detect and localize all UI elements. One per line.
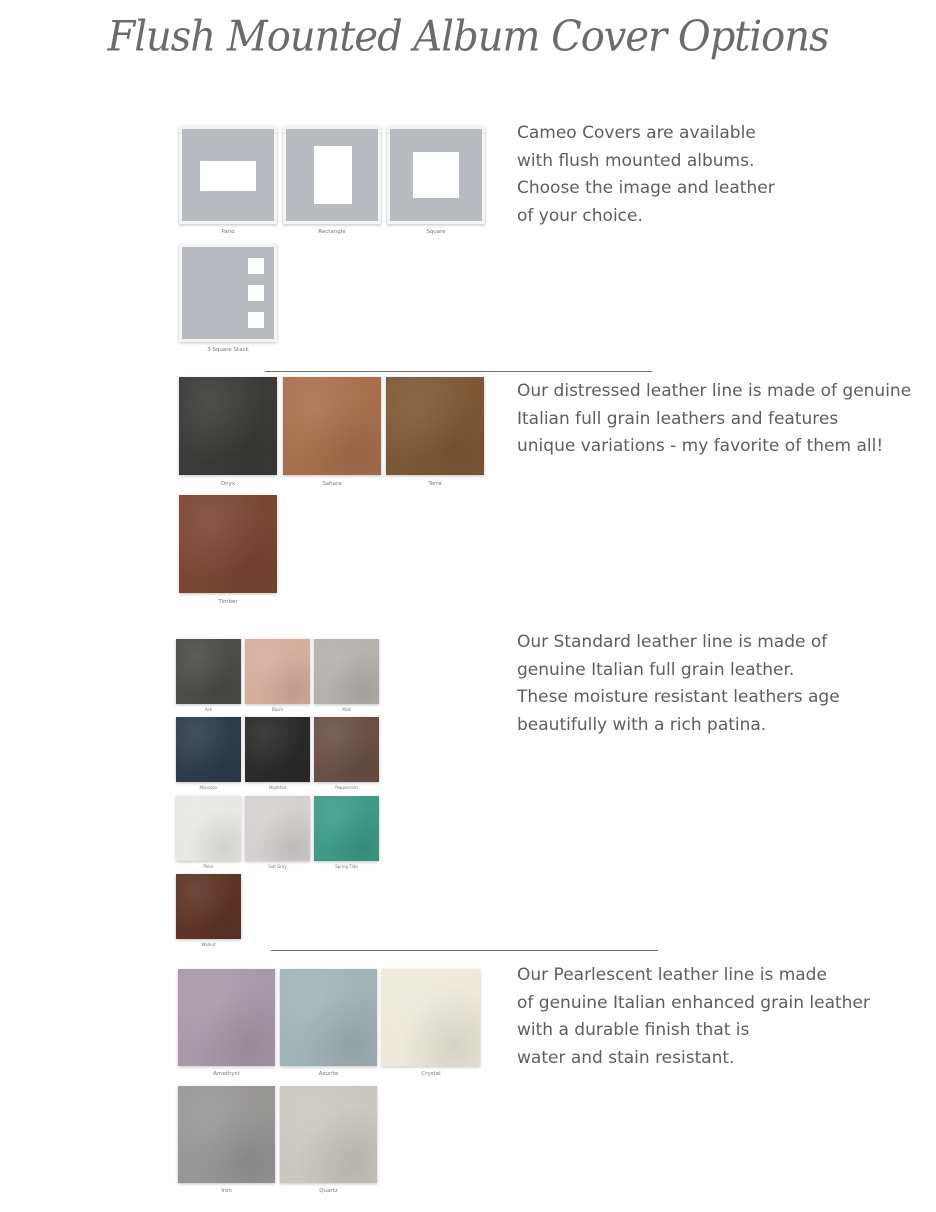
swatch-timber[interactable] — [179, 495, 277, 607]
swatch-label: Square — [426, 229, 446, 235]
description-line: Our distressed leather line is made of genuine — [517, 381, 912, 401]
leather-swatch — [176, 639, 241, 704]
swatch-rectangle[interactable] — [283, 126, 381, 238]
leather-swatch — [382, 969, 480, 1066]
section-divider — [265, 371, 652, 372]
leather-swatch — [179, 377, 277, 475]
cameo-cover — [179, 126, 277, 224]
swatch-label: Rectangle — [318, 229, 346, 235]
description-line: Cameo Covers are available — [517, 123, 756, 143]
cameo-window — [248, 312, 264, 328]
swatch-label: Blush — [271, 707, 283, 712]
swatch-polar[interactable] — [176, 796, 241, 872]
description-line: Our Standard leather line is made of — [517, 632, 828, 652]
leather-swatch — [283, 377, 381, 475]
swatch-square[interactable] — [387, 126, 485, 238]
description-line: Italian full grain leathers and features — [517, 408, 839, 429]
standard-description — [517, 629, 840, 739]
swatch-3-square-stack[interactable] — [179, 244, 277, 356]
leather-swatch — [314, 796, 379, 861]
description-line: Choose the image and leather — [517, 178, 775, 199]
swatch-iron[interactable] — [178, 1086, 275, 1198]
leather-swatch — [179, 495, 277, 593]
swatch-label: Timber — [218, 599, 238, 605]
leather-swatch — [176, 717, 241, 782]
description-line: water and stain resistant. — [517, 1047, 735, 1068]
swatch-label: Walnut — [201, 942, 216, 947]
section-divider — [271, 950, 658, 951]
swatch-terra[interactable] — [386, 377, 484, 489]
description-line: beautifully with a rich patina. — [517, 714, 767, 735]
leather-swatch — [245, 639, 310, 704]
swatch-label: Nightfall — [269, 785, 286, 790]
cameo-cover — [179, 244, 277, 342]
swatch-label: Quartz — [319, 1188, 338, 1194]
leather-swatch — [314, 639, 379, 704]
swatch-label: Salt Gray — [268, 864, 287, 869]
swatch-label: Amethyst — [213, 1071, 240, 1077]
leather-swatch — [178, 969, 275, 1066]
leather-swatch — [280, 969, 377, 1066]
swatch-crystal[interactable] — [382, 969, 480, 1081]
swatch-onyx[interactable] — [179, 377, 277, 489]
leather-swatch — [178, 1086, 275, 1183]
swatch-walnut[interactable] — [176, 874, 241, 950]
description-line: unique variations - my favorite of them all! — [517, 436, 884, 457]
cameo-window — [248, 285, 264, 301]
leather-swatch — [245, 796, 310, 861]
swatch-blush[interactable] — [245, 639, 310, 715]
swatch-label: Pano — [221, 229, 235, 235]
swatch-spring-tide[interactable] — [314, 796, 379, 872]
swatch-label: Onyx — [220, 481, 236, 487]
description-line: These moisture resistant leathers age — [517, 687, 840, 708]
cameo-window — [248, 258, 264, 274]
swatch-label: Sahara — [322, 481, 342, 487]
cameo-description — [517, 120, 775, 230]
cameo-window — [314, 146, 352, 204]
swatch-peppercorn[interactable] — [314, 717, 379, 793]
swatch-azurite[interactable] — [280, 969, 377, 1081]
swatch-ash[interactable] — [176, 639, 241, 715]
swatch-label: 3 Square Stack — [207, 347, 249, 353]
swatch-pano[interactable] — [179, 126, 277, 238]
swatch-sahara[interactable] — [283, 377, 381, 489]
cameo-cover — [387, 126, 485, 224]
leather-swatch — [314, 717, 379, 782]
cameo-window — [413, 152, 459, 198]
cameo-cover — [283, 126, 381, 224]
swatch-amethyst[interactable] — [178, 969, 275, 1081]
swatch-label: Peppercorn — [335, 785, 358, 790]
leather-swatch — [280, 1086, 377, 1183]
swatch-label: Crystal — [421, 1071, 441, 1077]
leather-swatch — [245, 717, 310, 782]
distressed-description — [517, 378, 911, 461]
swatch-label: Iron — [221, 1188, 232, 1194]
cameo-window — [200, 161, 256, 191]
swatch-label: Ash — [204, 707, 213, 712]
description-line: of your choice. — [517, 205, 643, 226]
description-line: with a durable finish that is — [517, 1020, 750, 1041]
swatch-label: Polar — [203, 864, 214, 869]
description-line: genuine Italian full grain leather. — [517, 659, 795, 680]
swatch-salt-gray[interactable] — [245, 796, 310, 872]
swatch-nightfall[interactable] — [245, 717, 310, 793]
swatch-label: Terra — [428, 481, 442, 487]
swatch-quartz[interactable] — [280, 1086, 377, 1198]
description-line: Our Pearlescent leather line is made — [517, 965, 827, 985]
leather-swatch — [176, 796, 241, 861]
swatch-label: Spring Tide — [335, 864, 358, 869]
swatch-label: Azurite — [318, 1071, 339, 1077]
description-line: with flush mounted albums. — [517, 150, 755, 171]
leather-swatch — [386, 377, 484, 475]
swatch-label: Monsoon — [199, 785, 218, 790]
swatch-label: Mist — [342, 707, 351, 712]
pearlescent-description — [517, 962, 870, 1072]
description-line: of genuine Italian enhanced grain leather — [517, 992, 870, 1013]
swatch-monsoon[interactable] — [176, 717, 241, 793]
page-title: Flush Mounted Album Cover Options — [107, 12, 829, 62]
swatch-mist[interactable] — [314, 639, 379, 715]
leather-swatch — [176, 874, 241, 939]
